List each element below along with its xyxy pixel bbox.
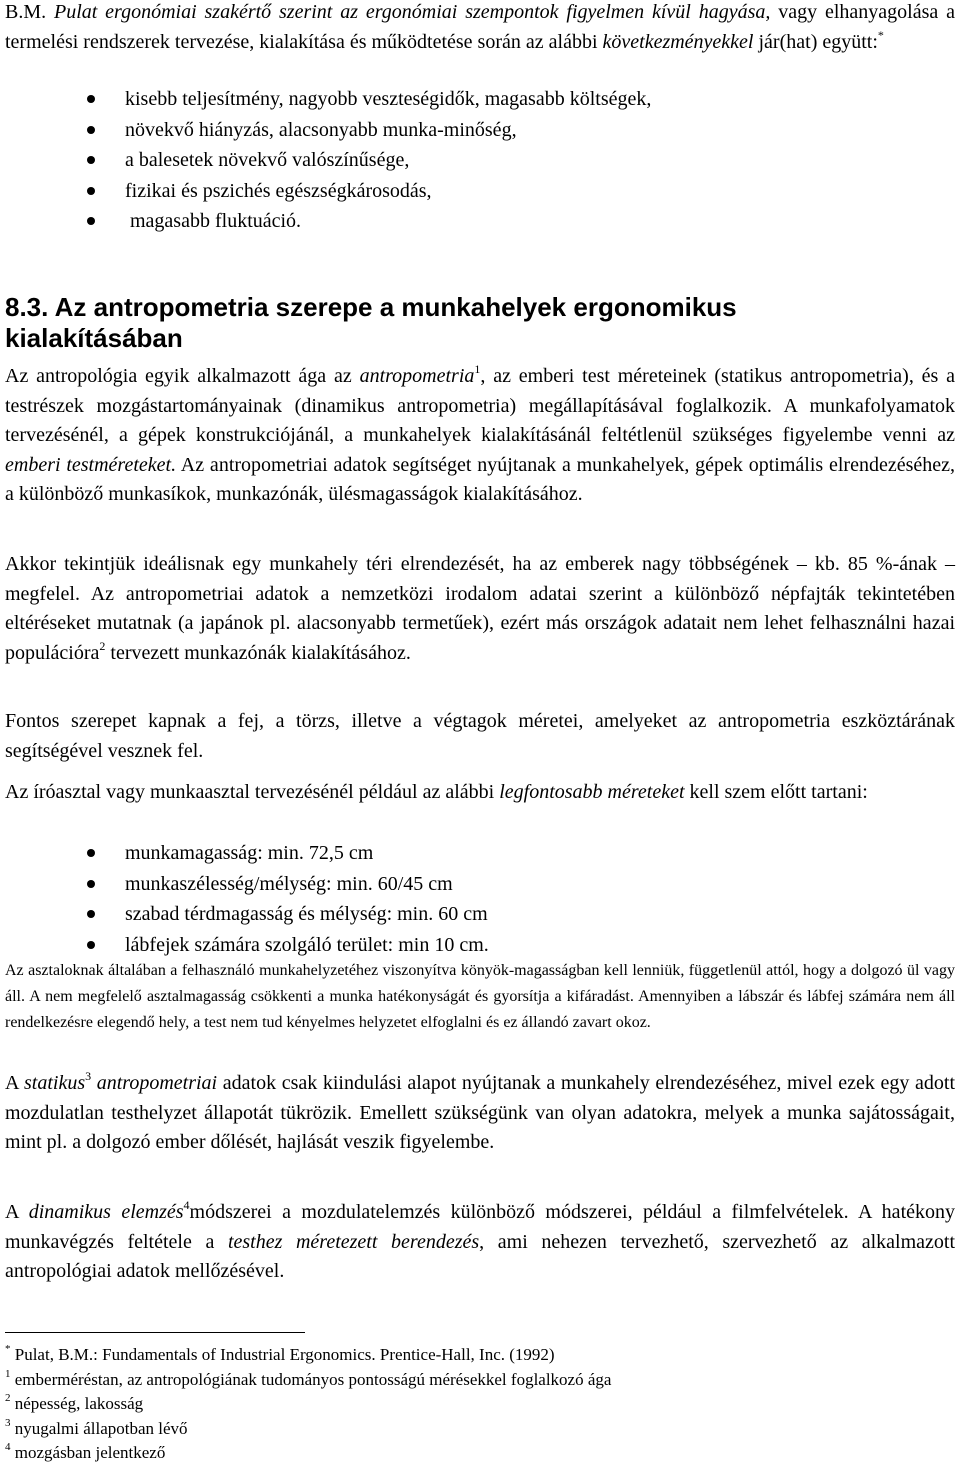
paragraph-table-height: Az asztaloknak általában a felhasználó munkahelyzetéhez viszonyítva könyök-magasságban kell lenniük, függetlenül attól, hogy a dolgozó ül vagy áll. A nem megfelelő asztalmagasság csökkenti a munka hatékonyságát és gyorsítja a kifáradást. Amennyiben a lábszár és lábfej számára nem áll rendelkezésre elegendő hely, a test nem tud kényelmes helyzetet elfoglalni és ez állandó zavart okoz. <box>5 962 955 1031</box>
list-item <box>5 145 955 176</box>
intro-paragraph <box>5 0 955 57</box>
footnote-text: népesség, lakosság <box>10 1394 144 1413</box>
list-item <box>5 930 955 961</box>
dimensions-list <box>5 838 955 961</box>
paragraph-body-parts: Fontos szerepet kapnak a fej, a törzs, illetve a végtagok méretei, amelyeket az antropometria eszköztárának segítségével vesznek fel. <box>5 710 955 762</box>
list-item-text: szabad térdmagasság és mélység: min. 60 cm <box>125 903 488 926</box>
bullet-icon <box>87 156 95 164</box>
footnote-item <box>5 1392 955 1417</box>
bullet-icon <box>87 849 95 857</box>
paragraph-text: A <box>5 1201 29 1223</box>
list-item <box>5 115 955 146</box>
term-antropometria: antropometria <box>359 365 475 387</box>
bullet-icon <box>87 217 95 225</box>
footnote-ref-3[interactable]: 3 <box>85 1069 92 1083</box>
footnote-separator <box>5 1332 305 1333</box>
footnote-mark: * <box>5 1343 11 1355</box>
list-item <box>5 176 955 207</box>
paragraph-text: , ami nehezen tervezhető, szervezhető az alkalmazott antropológiai adatok mellőzésével. <box>5 1230 955 1283</box>
footnote-text: Pulat, B.M.: Fundamentals of Industrial Ergonomics. Prentice-Hall, Inc. (1992) <box>10 1345 555 1364</box>
list-item <box>5 206 955 237</box>
bullet-icon <box>87 187 95 195</box>
footnote-item <box>5 1441 955 1466</box>
intro-text-end: jár(hat) együtt: <box>753 30 878 53</box>
list-item <box>5 899 955 930</box>
paragraph-text: adatok csak kiindulási alapot nyújtanak a munkahely elrendezéséhez, mivel ezek egy adott mozdulatlan testhelyzet állapotát tükrözik. Emellett szükségünk van olyan adatokra, melyek a munka sajátosságait, mint pl. a dolgozó ember dőlését, hajlását veszik figyelembe. <box>5 1072 956 1154</box>
footnote-mark: 3 <box>5 1416 11 1429</box>
footnote-mark: 4 <box>5 1441 11 1453</box>
paragraph-text: tervezett munkazónák kialakításához. <box>105 641 411 664</box>
list-item-text: fizikai és pszichés egészségkárosodás, <box>125 179 432 202</box>
bullet-icon <box>87 880 95 888</box>
paragraph-text: kell szem előtt tartani: <box>684 781 868 803</box>
paragraph-desk-design <box>5 778 955 808</box>
list-item-text: magasabb fluktuáció. <box>125 210 302 232</box>
intro-emphasis-consequences: következményekkel <box>602 30 754 53</box>
list-item-text: lábfejek számára szolgáló terület: min 10 cm. <box>125 934 489 957</box>
paragraph-dynamic-analysis <box>5 1198 955 1287</box>
list-item-text: munkamagasság: min. 72,5 cm <box>125 842 374 864</box>
intro-emphasis: az ergonómiai szempontok figyelmen kívül hagyása, <box>340 1 771 23</box>
paragraph-text: Az antropometriai adatok segítséget nyújtanak a munkahelyek, gépek optimális elrendezéséhez, a különböző munkasíkok, munkazónák, ülésmagasságok kialakításához. <box>5 453 955 506</box>
footnote-text: nyugalmi állapotban lévő <box>10 1418 188 1438</box>
bullet-icon <box>87 126 95 134</box>
term-dynamic-analysis: dinamikus elemzés <box>28 1201 184 1223</box>
term-body-dimensions: emberi testméreteket. <box>5 453 177 476</box>
term-antropometriai: antropometriai <box>91 1072 218 1094</box>
list-item-text: munkaszélesség/mélység: min. 60/45 cm <box>125 872 453 895</box>
list-item <box>5 84 955 115</box>
list-item-text: növekvő hiányzás, alacsonyabb munka-minőség, <box>125 118 517 141</box>
footnote-ref-2[interactable]: 2 <box>99 638 106 653</box>
footnote-mark: 1 <box>5 1367 11 1380</box>
list-item <box>5 838 955 869</box>
intro-author-initials: B.M. <box>5 1 54 23</box>
paragraph-text: Az íróasztal vagy munkaasztal tervezésénél például az alábbi <box>5 781 500 803</box>
list-item-text: kisebb teljesítmény, nagyobb veszteségidők, magasabb költségek, <box>125 88 652 110</box>
footnote-text: mozgásban jelentkező <box>10 1443 166 1462</box>
footnote-item <box>5 1368 955 1393</box>
paragraph-text: , az emberi test méreteinek (statikus antropometria), és a testrészek mozgástartományainak (dinamikus antropometria) megállapításával foglalkozik. A munkafolyamatok tervezésénél, a gépek konstrukciójánál, a munkahelyek kialakításánál feltétlenül szükséges figyelembe venni az <box>5 365 955 447</box>
paragraph-text: Akkor tekintjük ideálisnak egy munkahely téri elrendezését, ha az emberek nagy többségének – kb. 85 %-ának – megfelel. Az antropometriai adatok a nemzetközi irodalom adatai szerint a különböző népfajták tekintetében eltéréseket mutatnak (a japánok pl. alacsonyabb termetűek), ezért más országok adatait nem lehet felhasználni hazai populációra <box>5 553 955 664</box>
paragraph-ideal-layout <box>5 550 955 668</box>
term-key-dimensions: legfontosabb méreteket <box>499 781 685 803</box>
footnote-mark: 2 <box>5 1392 11 1404</box>
paragraph-anthropometry-definition <box>5 362 955 510</box>
footnotes <box>5 1343 955 1466</box>
paragraph-text: A <box>5 1072 24 1094</box>
section-heading: 8.3. Az antropometria szerepe a munkahelyek ergonomikus kialakításában <box>5 292 737 353</box>
consequences-list <box>5 84 955 237</box>
footnote-ref-1[interactable]: 1 <box>474 362 481 376</box>
paragraph-text: Az antropológia egyik alkalmazott ága az <box>5 365 360 387</box>
footnote-text: emberméréstan, az antropológiának tudományos pontosságú mérésekkel foglalkozó ága <box>10 1369 612 1389</box>
list-item-text: a balesetek növekvő valószínűsége, <box>125 149 410 171</box>
term-statikus: statikus <box>23 1072 86 1094</box>
footnote-ref-star[interactable]: * <box>877 27 884 42</box>
list-item <box>5 869 955 900</box>
footnote-ref-4[interactable]: 4 <box>183 1198 190 1212</box>
footnote-item <box>5 1417 955 1442</box>
intro-author-text: Pulat ergonómiai szakértő szerint <box>53 1 341 23</box>
paragraph-static-data <box>5 1069 955 1158</box>
paragraph-text: módszerei a mozdulatelemzés különböző módszerei, például a filmfelvételek. A hatékony munkavégzés feltétele a <box>5 1201 955 1253</box>
bullet-icon <box>87 95 95 103</box>
intro-text: vagy elhanyagolása a termelési rendszerek tervezése, kialakítása és működtetése során az alábbi <box>5 1 955 53</box>
term-fitted-equipment: testhez méretezett berendezés <box>227 1230 480 1253</box>
footnote-item <box>5 1343 955 1368</box>
bullet-icon <box>87 941 95 949</box>
bullet-icon <box>87 910 95 918</box>
